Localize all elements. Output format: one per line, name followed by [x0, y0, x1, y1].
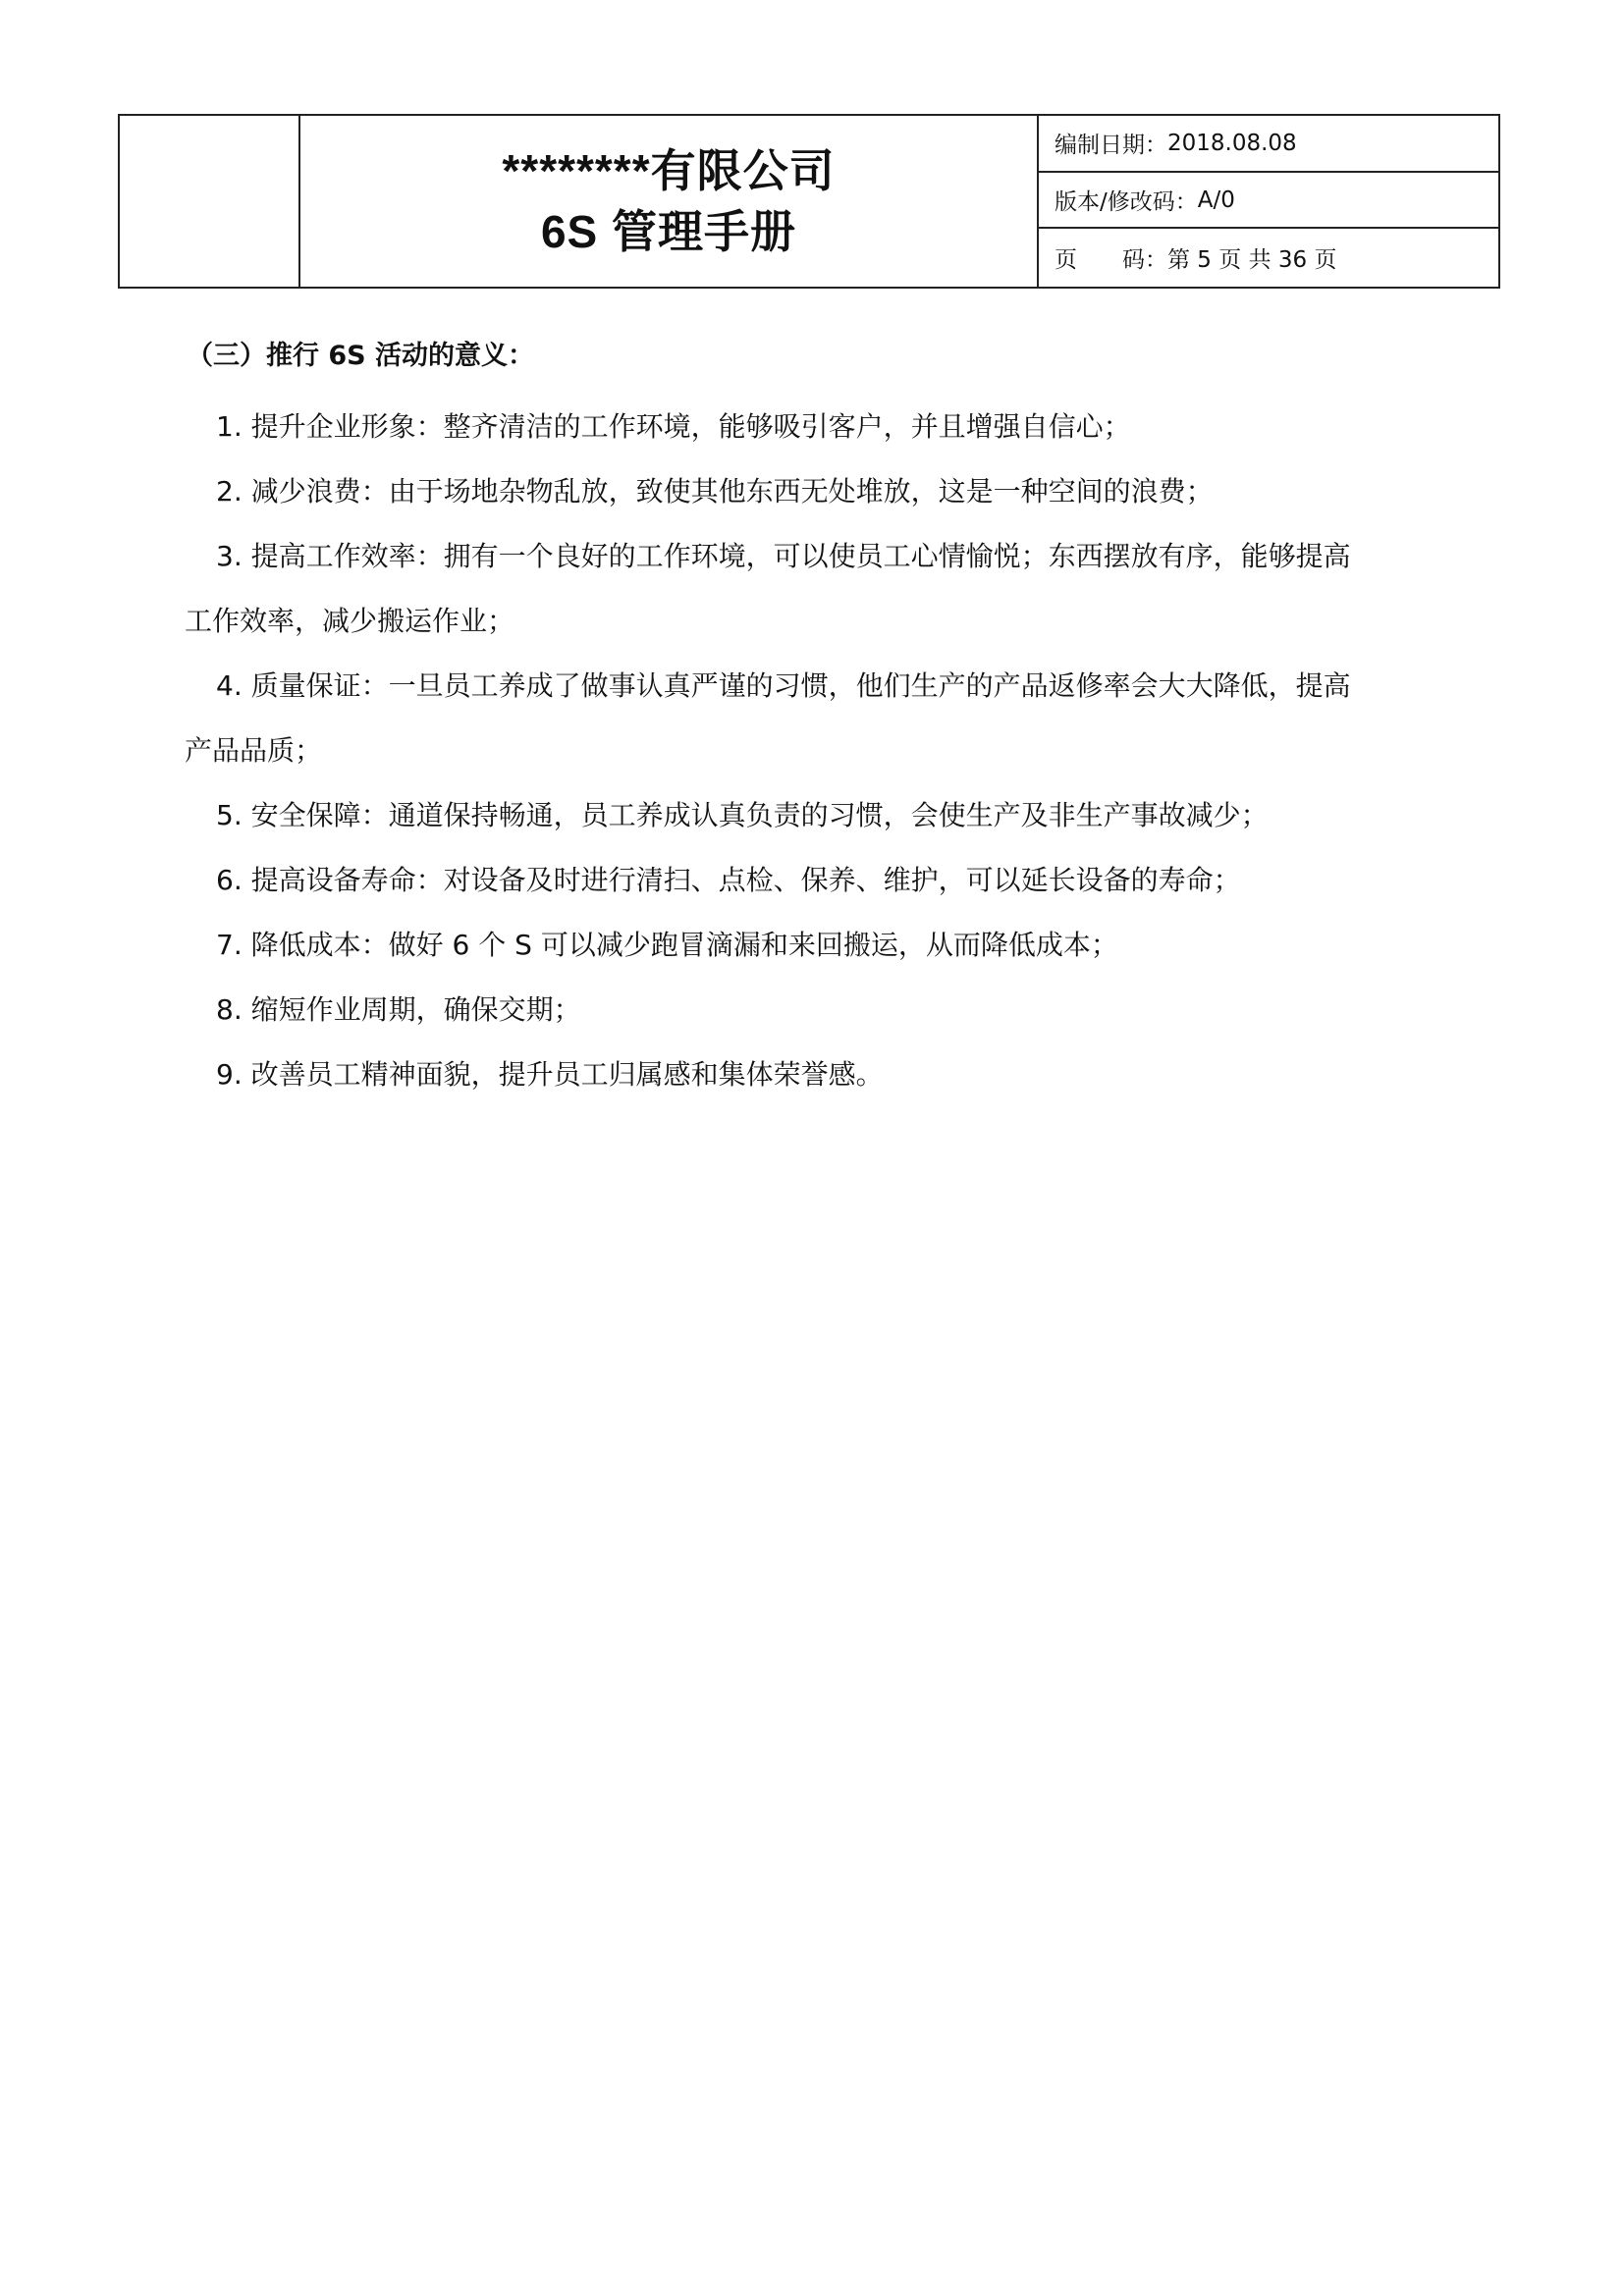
list-item: 6. 提高设备寿命：对设备及时进行清扫、点检、保养、维护，可以延长设备的寿命；	[216, 864, 1241, 896]
list-item: 3. 提高工作效率：拥有一个良好的工作环境，可以使员工心情愉悦；东西摆放有序，能够提高 工作效率，减少搬运作业；	[185, 540, 1351, 637]
list-item: 4. 质量保证：一旦员工养成了做事认真严谨的习惯，他们生产的产品返修率会大大降低，提高 产品品质；	[185, 669, 1351, 767]
list-item: 8. 缩短作业周期，确保交期；	[216, 993, 581, 1026]
page-number: 第 5 页 共 36 页	[1167, 247, 1337, 274]
title-cell	[300, 116, 1039, 287]
list-item: 7. 降低成本：做好 6 个 S 可以减少跑冒滴漏和来回搬运，从而降低成本；	[216, 929, 1118, 961]
section-title: （三）推行 6S 活动的意义：	[187, 341, 535, 371]
page-body	[187, 334, 1463, 1107]
page-row	[1039, 227, 1498, 287]
list-item: 5. 安全保障：通道保持畅通，员工养成认真负责的习惯，会使生产及非生产事故减少；	[216, 799, 1269, 831]
list-item: 2. 减少浪费：由于场地杂物乱放，致使其他东西无处堆放，这是一种空间的浪费；	[216, 475, 1214, 507]
version-value: A/0	[1197, 187, 1235, 213]
meta-cell	[1039, 116, 1498, 287]
date-label: 编制日期：	[1055, 133, 1167, 159]
logo-cell	[120, 116, 300, 287]
manual-title: 6S 管理手册	[540, 206, 797, 257]
version-row	[1039, 171, 1498, 228]
date-value: 2018.08.08	[1167, 130, 1297, 156]
version-label: 版本/修改码：	[1055, 189, 1198, 216]
document-header	[118, 114, 1500, 289]
list-item: 9. 改善员工精神面貌，提升员工归属感和集体荣誉感。	[216, 1058, 884, 1091]
page-label: 页 码：	[1055, 247, 1167, 274]
list-item: 1. 提升企业形象：整齐清洁的工作环境，能够吸引客户，并且增强自信心；	[216, 410, 1131, 443]
date-row	[1039, 116, 1498, 171]
company-name: ********有限公司	[502, 145, 836, 196]
